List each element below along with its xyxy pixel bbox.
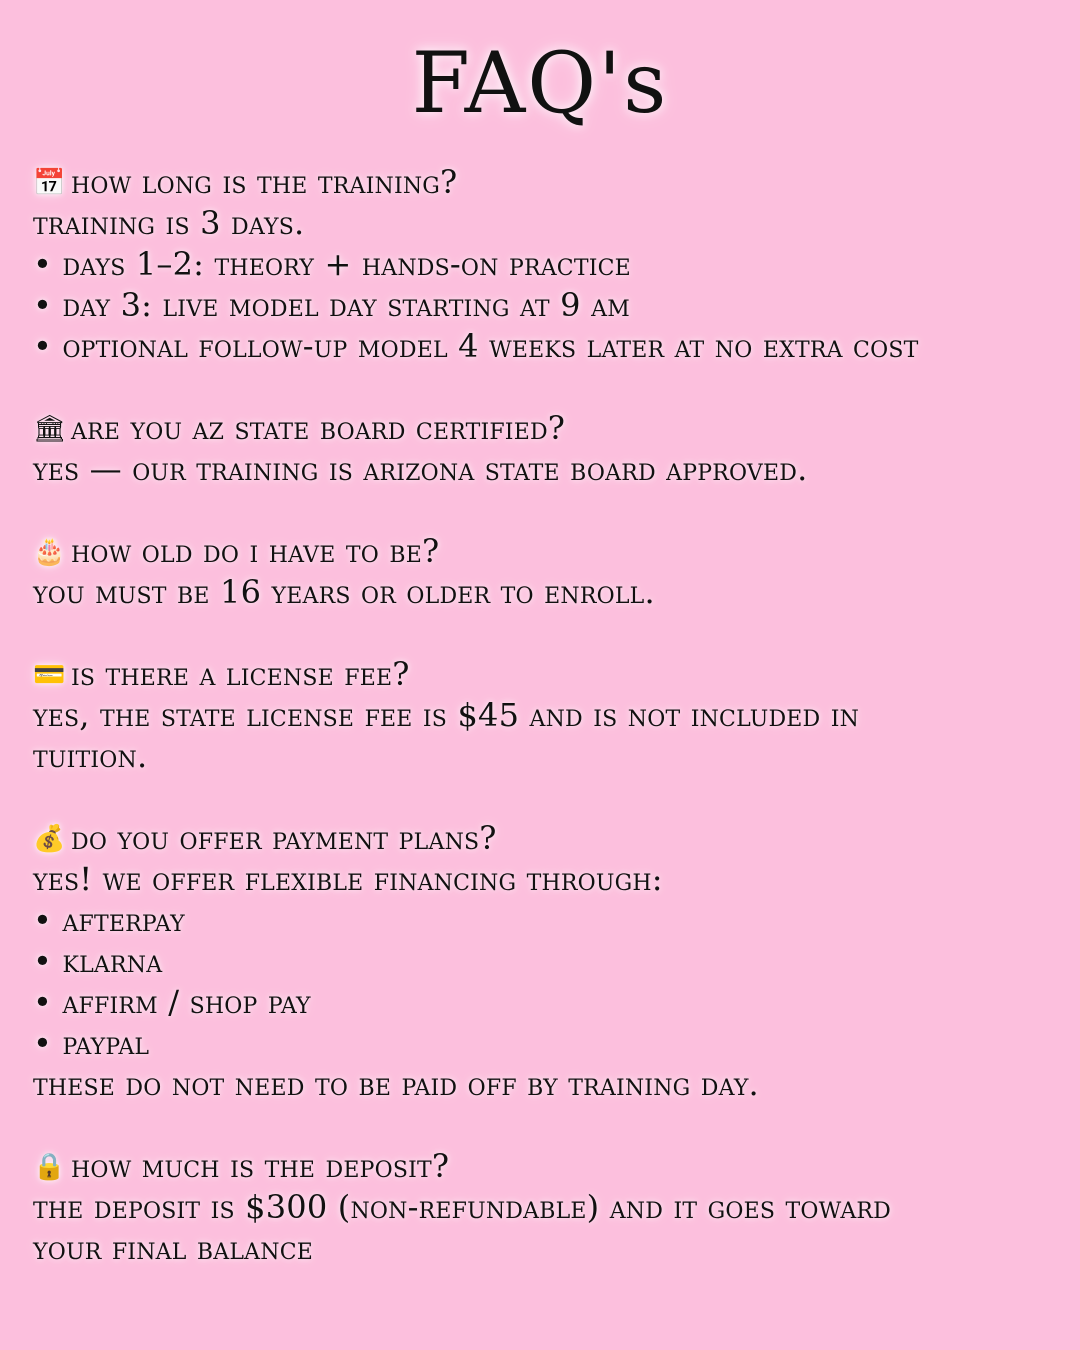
spacer: [33, 367, 1033, 408]
faq-question: [33, 531, 1033, 572]
faq-question-text: do you offer payment plans?: [71, 819, 497, 857]
credit-card-icon: 💳: [33, 660, 66, 690]
faq-question-text: are you az state board certified?: [71, 409, 566, 447]
faq-question-text: how long is the training?: [71, 163, 458, 201]
faq-answer-line: • klarna: [33, 942, 163, 980]
faq-question-text: how much is the deposit?: [71, 1147, 450, 1185]
faq-question: [33, 654, 1033, 695]
faq-item: [33, 818, 1033, 1105]
faq-item: [33, 162, 1033, 367]
faq-item: [33, 1146, 1033, 1269]
faq-answer-line: the deposit is $300 (non-refundable) and it goes toward your final balance: [33, 1188, 892, 1267]
birthday-cake-icon: 🎂: [33, 537, 66, 567]
faq-question: [33, 162, 1033, 203]
money-bag-icon: 💰: [33, 824, 66, 854]
faq-answer-line: • days 1–2: theory + hands-on practice: [33, 245, 631, 283]
faq-item: [33, 408, 1033, 490]
faq-answer-line: these do not need to be paid off by training day.: [33, 1065, 759, 1103]
faq-answer-line: yes — our training is arizona state board approved.: [33, 450, 808, 488]
lock-icon: 🔒: [33, 1152, 66, 1182]
faq-list: [33, 162, 1033, 1269]
faq-answer-line: • paypal: [33, 1024, 150, 1062]
faq-question: [33, 818, 1033, 859]
government-building-icon: 🏛: [33, 414, 67, 444]
faq-answer-line: • affirm / shop pay: [33, 983, 311, 1021]
faq-answer-line: yes, the state license fee is $45 and is not included in tuition.: [33, 696, 860, 775]
spacer: [33, 777, 1033, 818]
spacer: [33, 490, 1033, 531]
faq-answer-line: • afterpay: [33, 901, 185, 939]
faq-answer-line: yes! we offer flexible financing through:: [33, 860, 663, 898]
faq-question: [33, 408, 1033, 449]
faq-answer-line: • day 3: live model day starting at 9 am: [33, 286, 630, 324]
faq-question-text: is there a license fee?: [71, 655, 410, 693]
faq-question: [33, 1146, 1033, 1187]
faq-answer-line: training is 3 days.: [33, 204, 305, 242]
spacer: [33, 613, 1033, 654]
spacer: [33, 1105, 1033, 1146]
page-title: FAQ's: [411, 34, 669, 132]
faq-answer-line: • optional follow-up model 4 weeks later at no extra cost: [33, 327, 919, 365]
faq-item: [33, 531, 1033, 613]
faq-question-text: how old do i have to be?: [71, 532, 440, 570]
faq-item: [33, 654, 1033, 777]
faq-answer-line: you must be 16 years or older to enroll.: [33, 573, 655, 611]
calendar-icon: 📅: [33, 168, 66, 198]
